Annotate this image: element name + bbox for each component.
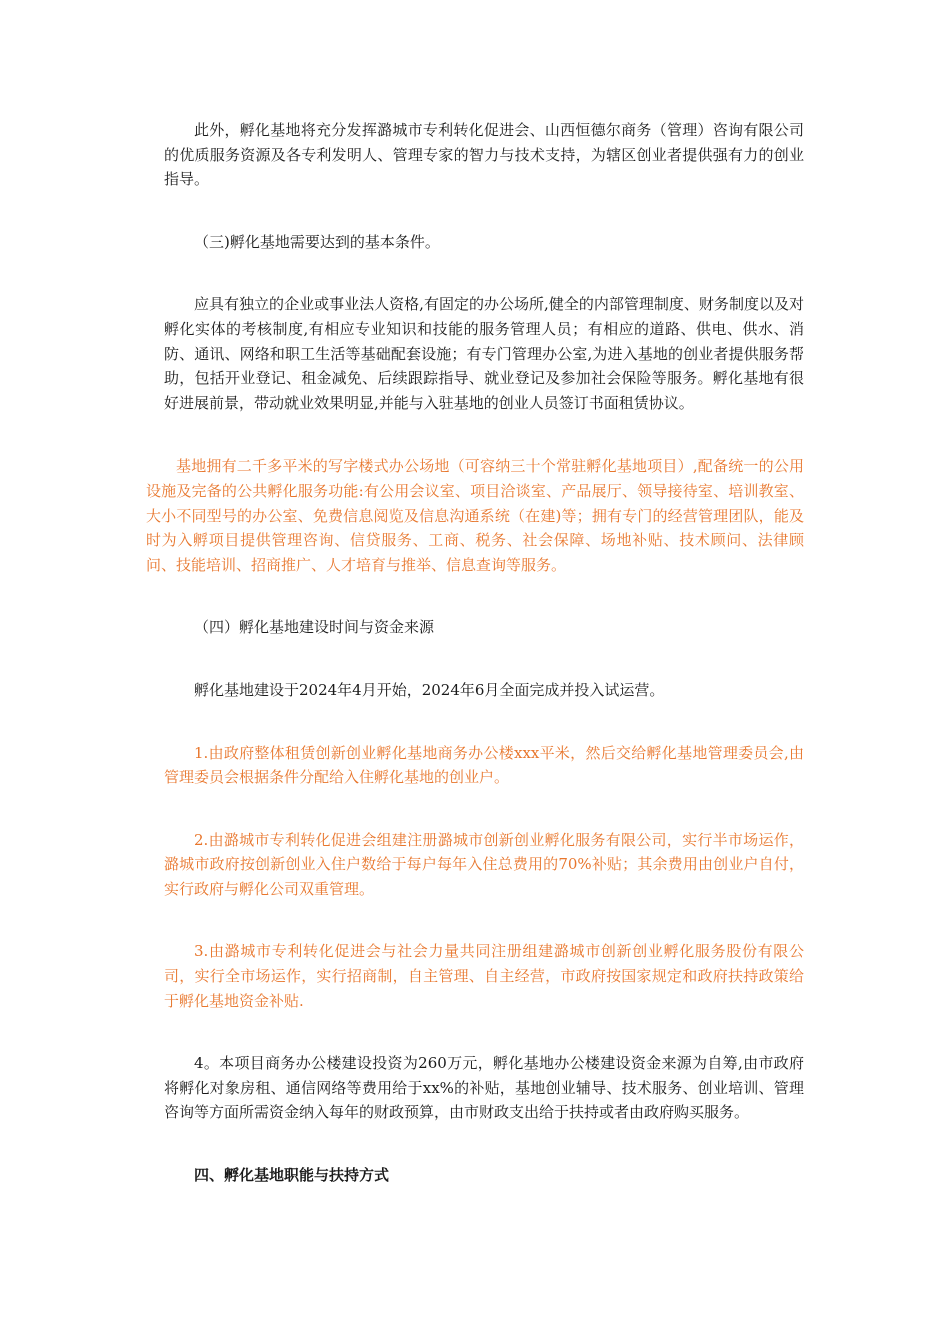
paragraph-funding-option-2: 2.由潞城市专利转化促进会组建注册潞城市创新创业孵化服务有限公司，实行半市场运作，潞城市政府按创新创业入住户数给于每户每年入住总费用的70%补贴；其余费用由创业户自付，实行政府与孵化公司双重管理。 [164,830,804,898]
paragraph-construction-time: 孵化基地建设于2024年4月开始，2024年6月全面完成并投入试运营。 [194,680,665,699]
section-heading-functions-and-support: 四、孵化基地职能与扶持方式 [194,1166,390,1185]
paragraph-basic-conditions: 应具有独立的企业或事业法人资格,有固定的办公场所,健全的内部管理制度、财务制度以及对孵化实体的考核制度,有相应专业知识和技能的服务管理人员；有相应的道路、供电、供水、消防、通讯、网络和职工生活等基础配套设施；有专门管理办公室,为进入基地的创业者提供服务帮助，包括开业登记、租金减免、后续跟踪指导、就业登记及参加社会保险等服务。孵化基地有很好进展前景，带动就业效果明显,并能与入驻基地的创业人员签订书面租赁协议。 [164,295,804,412]
paragraph-base-facilities: 基地拥有二千多平米的写字楼式办公场地（可容纳三十个常驻孵化基地项目）,配备统一的公用设施及完备的公共孵化服务功能:有公用会议室、项目洽谈室、产品展厅、领导接待室、培训教室、大小不同型号的办公室、免费信息阅览及信息沟通系统（在建)等；拥有专门的经营管理团队，能及时为入孵项目提供管理咨询、信贷服务、工商、税务、社会保障、场地补贴、技术顾问、法律顾问、技能培训、招商推广、人才培育与推举、信息查询等服务。 [146,457,804,574]
paragraph-funding-option-1: 1.由政府整体租赁创新创业孵化基地商务办公楼xxx平米，然后交给孵化基地管理委员会,由管理委员会根据条件分配给入住孵化基地的创业户。 [164,743,804,787]
section-heading-time-and-funding: （四）孵化基地建设时间与资金来源 [194,618,435,637]
document-page [146,118,804,1188]
paragraph-funding-item-4: 4。本项目商务办公楼建设投资为260万元，孵化基地办公楼建设资金来源为自筹,由市政府将孵化对象房租、通信网络等费用给于xx%的补贴，基地创业辅导、技术服务、创业培训、管理咨询等方面所需资金纳入每年的财政预算，由市财政支出给于扶持或者由政府购买服务。 [164,1054,804,1122]
section-heading-basic-conditions: （三)孵化基地需要达到的基本条件。 [194,232,440,251]
paragraph-support-resources: 此外，孵化基地将充分发挥潞城市专利转化促进会、山西恒德尔商务（管理）咨询有限公司的优质服务资源及各专利发明人、管理专家的智力与技术支持，为辖区创业者提供强有力的创业指导。 [164,121,804,189]
paragraph-funding-option-3: 3.由潞城市专利转化促进会与社会力量共同注册组建潞城市创新创业孵化服务股份有限公司，实行全市场运作，实行招商制，自主管理、自主经营，市政府按国家规定和政府扶持政策给于孵化基地资金补贴. [164,942,804,1010]
